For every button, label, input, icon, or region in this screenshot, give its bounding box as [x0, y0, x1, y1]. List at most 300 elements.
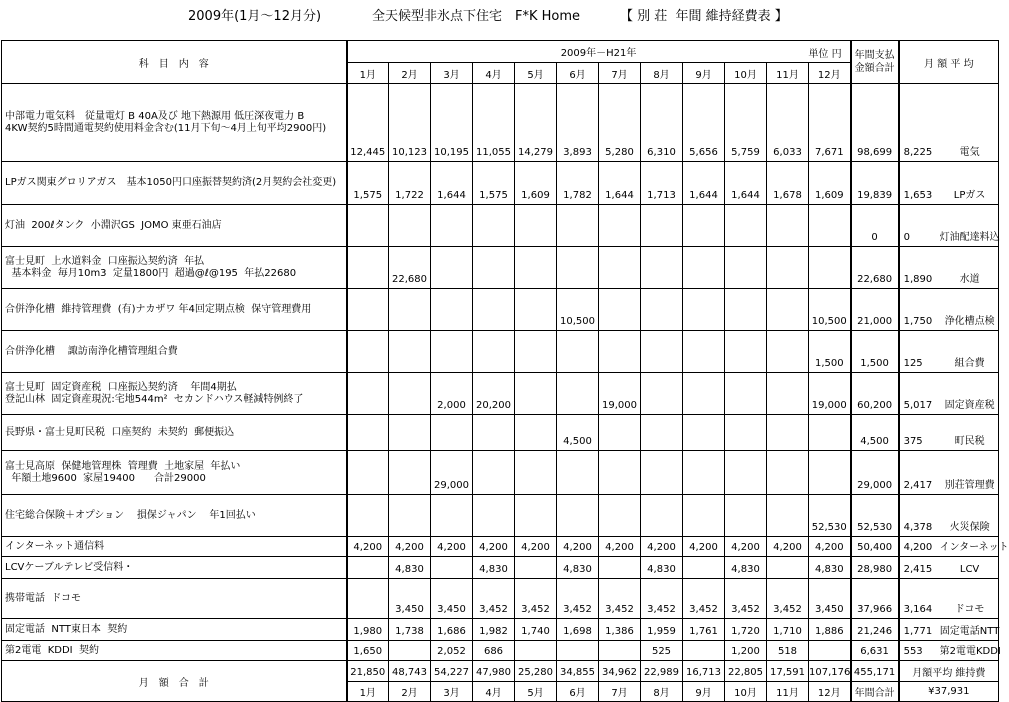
month-value: 1,959	[641, 619, 683, 641]
month-header: 9月	[683, 63, 725, 84]
month-value: 10,500	[809, 289, 851, 331]
month-value: 1,386	[599, 619, 641, 641]
month-value	[515, 289, 557, 331]
month-value	[767, 557, 809, 579]
average-maintenance-value: ¥37,931	[899, 682, 999, 702]
month-value: 1,575	[473, 162, 515, 205]
footer-month-label: 8月	[641, 682, 683, 702]
month-value: 10,500	[557, 289, 599, 331]
cost-item-label: 富士見高原 保健地管理株 管理費 土地家屋 年払い 年額土地9600 家屋19400 合計29000	[2, 451, 347, 495]
monthly-average-cell	[899, 557, 999, 579]
month-value: 1,678	[767, 162, 809, 205]
month-value	[347, 451, 389, 495]
monthly-average-cell	[899, 84, 999, 162]
month-value: 6,033	[767, 84, 809, 162]
cost-category: LCV	[959, 564, 980, 575]
cost-item-label: インターネット通信料	[2, 537, 347, 557]
monthly-average-value: 1,771	[903, 626, 933, 637]
month-header: 1月	[347, 63, 389, 84]
cost-category: 町民税	[954, 436, 985, 447]
month-value	[389, 641, 431, 661]
month-header: 2月	[389, 63, 431, 84]
month-value	[515, 495, 557, 537]
month-value	[347, 331, 389, 373]
month-value: 1,644	[599, 162, 641, 205]
month-value	[725, 415, 767, 451]
month-value	[599, 331, 641, 373]
month-value: 1,720	[725, 619, 767, 641]
month-value	[809, 415, 851, 451]
month-value: 4,830	[809, 557, 851, 579]
cost-category: 水道	[959, 274, 980, 285]
cost-item-label: 中部電力電気料 従量電灯 B 40A及び 地下熱源用 低圧深夜電力 B 4KW契約5時間通電契約使用料金含む(11月下旬～4月上旬平均2900円)	[2, 84, 347, 162]
monthly-average-cell	[899, 373, 999, 415]
month-value: 1,644	[431, 162, 473, 205]
cost-row	[2, 557, 999, 579]
month-header: 8月	[641, 63, 683, 84]
monthly-average-cell	[899, 415, 999, 451]
cost-row	[2, 205, 999, 247]
month-value: 1,200	[725, 641, 767, 661]
monthly-average-cell	[899, 247, 999, 289]
month-value	[557, 331, 599, 373]
month-value: 1,761	[683, 619, 725, 641]
month-value	[767, 415, 809, 451]
month-value: 3,450	[431, 579, 473, 619]
month-value	[347, 579, 389, 619]
annual-total: 60,200	[851, 373, 899, 415]
month-value	[599, 415, 641, 451]
month-value	[683, 247, 725, 289]
month-value	[599, 451, 641, 495]
title-house: 全天候型非氷点下住宅 F*K Home	[372, 9, 581, 24]
monthly-average-value: 2,415	[903, 564, 933, 575]
month-value: 525	[641, 641, 683, 661]
month-total: 48,743	[389, 661, 431, 682]
month-total: 22,805	[725, 661, 767, 682]
monthly-total-row	[2, 661, 999, 682]
cost-category: 浄化槽点検	[944, 316, 995, 327]
month-value	[473, 289, 515, 331]
month-value	[767, 373, 809, 415]
month-value: 10,195	[431, 84, 473, 162]
monthly-average-value: 2,417	[903, 480, 933, 491]
monthly-average-value: 553	[903, 646, 923, 657]
monthly-average-cell	[899, 619, 999, 641]
month-value	[683, 495, 725, 537]
month-total: 47,980	[473, 661, 515, 682]
month-header: 3月	[431, 63, 473, 84]
footer-month-label: 9月	[683, 682, 725, 702]
month-value	[683, 289, 725, 331]
month-value: 518	[767, 641, 809, 661]
month-value: 19,000	[809, 373, 851, 415]
month-value	[431, 289, 473, 331]
month-value: 4,200	[725, 537, 767, 557]
month-value	[389, 331, 431, 373]
month-value	[809, 641, 851, 661]
month-value	[515, 641, 557, 661]
month-value: 3,452	[557, 579, 599, 619]
annual-total: 50,400	[851, 537, 899, 557]
month-value	[473, 247, 515, 289]
month-value	[515, 451, 557, 495]
cost-row	[2, 579, 999, 619]
month-value: 2,052	[431, 641, 473, 661]
month-value: 4,200	[599, 537, 641, 557]
month-value	[515, 247, 557, 289]
month-value: 4,200	[641, 537, 683, 557]
month-value: 1,609	[809, 162, 851, 205]
monthly-average-value: 5,017	[903, 400, 933, 411]
month-value	[431, 415, 473, 451]
month-value: 22,680	[389, 247, 431, 289]
month-value	[683, 331, 725, 373]
month-value	[473, 331, 515, 373]
cost-category: 固定資産税	[944, 400, 995, 411]
annual-total: 1,500	[851, 331, 899, 373]
month-value	[683, 641, 725, 661]
month-value	[809, 451, 851, 495]
month-value: 3,450	[809, 579, 851, 619]
cost-item-label: 固定電話 NTT東日本 契約	[2, 619, 347, 641]
month-value	[683, 415, 725, 451]
month-value	[347, 289, 389, 331]
month-value: 4,830	[725, 557, 767, 579]
month-value	[767, 495, 809, 537]
month-value: 1,609	[515, 162, 557, 205]
month-value: 1,713	[641, 162, 683, 205]
monthly-average-value: 0	[903, 232, 910, 243]
month-value	[515, 373, 557, 415]
cost-category: 火災保険	[949, 522, 990, 533]
monthly-average-value: 1,750	[903, 316, 933, 327]
month-value	[683, 205, 725, 247]
footer-month-label: 11月	[767, 682, 809, 702]
month-value	[347, 373, 389, 415]
month-header: 5月	[515, 63, 557, 84]
cost-item-label: 富士見町 固定資産税 口座振込契約済 年間4期払 登記山林 固定資産現況:宅地544m² セカンドハウス軽減特例終了	[2, 373, 347, 415]
month-value	[641, 331, 683, 373]
monthly-total-label: 月 額 合 計	[2, 661, 347, 702]
month-total: 34,855	[557, 661, 599, 682]
month-header: 4月	[473, 63, 515, 84]
cost-category: 第2電電KDDI	[939, 646, 1001, 657]
month-value	[725, 205, 767, 247]
monthly-average-cell	[899, 451, 999, 495]
month-value	[641, 247, 683, 289]
month-total: 21,850	[347, 661, 389, 682]
cost-category: 電気	[959, 147, 980, 158]
month-value: 12,445	[347, 84, 389, 162]
month-value: 4,830	[557, 557, 599, 579]
footer-month-label: 4月	[473, 682, 515, 702]
month-value	[767, 247, 809, 289]
month-value: 4,200	[557, 537, 599, 557]
cost-category: 組合費	[954, 358, 985, 369]
monthly-average-value: 4,200	[903, 542, 933, 553]
annual-total: 98,699	[851, 84, 899, 162]
month-value: 5,656	[683, 84, 725, 162]
monthly-average-cell	[899, 537, 1009, 557]
month-value: 10,123	[389, 84, 431, 162]
cost-row	[2, 451, 999, 495]
cost-item-label: 富士見町 上水道料金 口座振込契約済 年払 基本料金 毎月10m3 定量1800円 超過@ℓ@195 年払22680	[2, 247, 347, 289]
cost-row	[2, 619, 999, 641]
cost-item-label: 住宅総合保険＋オプション 損保ジャパン 年1回払い	[2, 495, 347, 537]
annual-total: 52,530	[851, 495, 899, 537]
cost-item-label: 合併浄化槽 諏訪南浄化槽管理組合費	[2, 331, 347, 373]
month-value	[725, 331, 767, 373]
month-value	[515, 205, 557, 247]
monthly-average-cell	[899, 495, 999, 537]
month-value	[641, 451, 683, 495]
month-value: 1,644	[683, 162, 725, 205]
monthly-average-header: 月 額 平 均	[899, 41, 999, 84]
cost-category: LPガス	[953, 190, 986, 201]
month-value	[431, 331, 473, 373]
cost-category: ドコモ	[954, 604, 985, 615]
month-value: 3,452	[473, 579, 515, 619]
month-value: 19,000	[599, 373, 641, 415]
month-value: 3,452	[641, 579, 683, 619]
month-value	[389, 495, 431, 537]
month-value	[767, 205, 809, 247]
month-value	[641, 415, 683, 451]
cost-item-label: 携帯電話 ドコモ	[2, 579, 347, 619]
month-value: 1,982	[473, 619, 515, 641]
month-total: 22,989	[641, 661, 683, 682]
month-value	[809, 205, 851, 247]
month-value	[473, 451, 515, 495]
month-value	[431, 557, 473, 579]
month-total: 107,176	[809, 661, 851, 682]
month-value	[767, 331, 809, 373]
month-value: 4,200	[389, 537, 431, 557]
annual-total: 19,839	[851, 162, 899, 205]
unit-label: 単位 円	[808, 49, 842, 60]
footer-month-label: 5月	[515, 682, 557, 702]
month-value	[683, 557, 725, 579]
monthly-average-cell	[899, 579, 999, 619]
month-value: 1,644	[725, 162, 767, 205]
cost-category: 別荘管理費	[944, 480, 995, 491]
monthly-average-value: 375	[903, 436, 923, 447]
grand-total-label: 年間合計	[851, 682, 899, 702]
cost-item-label: 灯油 200ℓタンク 小淵沢GS JOMO 東亜石油店	[2, 205, 347, 247]
month-value	[725, 373, 767, 415]
annual-total: 0	[851, 205, 899, 247]
monthly-average-value: 3,164	[903, 604, 933, 615]
month-value	[431, 247, 473, 289]
month-value: 4,200	[767, 537, 809, 557]
grand-total: 455,171	[851, 661, 899, 682]
footer-month-label: 1月	[347, 682, 389, 702]
cost-item-label: LPガス関東グロリアガス 基本1050円口座振替契約済(2月契約会社変更)	[2, 162, 347, 205]
monthly-average-cell	[899, 641, 999, 661]
month-total: 16,713	[683, 661, 725, 682]
month-value	[473, 205, 515, 247]
average-maintenance-label: 月額平均 維持費	[899, 661, 999, 682]
cost-item-label: LCVケーブルテレビ受信料・	[2, 557, 347, 579]
month-total: 34,962	[599, 661, 641, 682]
cost-row	[2, 641, 999, 661]
month-value: 4,830	[389, 557, 431, 579]
month-value	[725, 289, 767, 331]
month-header: 10月	[725, 63, 767, 84]
cost-row	[2, 537, 999, 557]
cost-item-label: 長野県・富士見町民税 口座契約 未契約 郵便振込	[2, 415, 347, 451]
cost-row	[2, 84, 999, 162]
month-value: 1,698	[557, 619, 599, 641]
maintenance-cost-table	[1, 40, 1009, 702]
month-value	[557, 641, 599, 661]
month-value: 3,893	[557, 84, 599, 162]
cost-item-label: 合併浄化槽 維持管理費 (有)ナカザワ 年4回定期点検 保守管理費用	[2, 289, 347, 331]
month-value	[641, 289, 683, 331]
title-sheet: 【 別 荘 年間 維持経費表 】	[620, 9, 788, 24]
cost-row	[2, 373, 999, 415]
cost-row	[2, 331, 999, 373]
title-period: 2009年(1月～12月分)	[188, 9, 322, 24]
month-value	[389, 289, 431, 331]
month-value	[599, 641, 641, 661]
month-value: 1,686	[431, 619, 473, 641]
month-value	[725, 495, 767, 537]
month-value: 1,740	[515, 619, 557, 641]
month-value	[431, 495, 473, 537]
month-value	[683, 373, 725, 415]
month-value	[389, 415, 431, 451]
month-value	[389, 451, 431, 495]
month-value: 6,310	[641, 84, 683, 162]
month-value: 1,710	[767, 619, 809, 641]
monthly-average-value: 1,890	[903, 274, 933, 285]
monthly-average-cell	[899, 289, 999, 331]
cost-row	[2, 415, 999, 451]
month-value: 7,671	[809, 84, 851, 162]
month-value	[389, 373, 431, 415]
month-value: 1,722	[389, 162, 431, 205]
month-header: 6月	[557, 63, 599, 84]
month-value	[347, 557, 389, 579]
month-value	[557, 205, 599, 247]
month-value: 4,500	[557, 415, 599, 451]
month-value	[599, 205, 641, 247]
monthly-average-value: 1,653	[903, 190, 933, 201]
month-value: 11,055	[473, 84, 515, 162]
cost-category: インターネット	[939, 542, 1009, 553]
annual-total-header: 年間支払金額合計	[851, 41, 899, 84]
month-value: 4,200	[809, 537, 851, 557]
month-value	[767, 289, 809, 331]
month-value	[347, 247, 389, 289]
month-header: 11月	[767, 63, 809, 84]
month-value	[515, 331, 557, 373]
month-value: 1,575	[347, 162, 389, 205]
annual-total: 21,000	[851, 289, 899, 331]
month-value	[599, 289, 641, 331]
month-value	[473, 495, 515, 537]
month-value: 2,000	[431, 373, 473, 415]
annual-total: 22,680	[851, 247, 899, 289]
month-value: 20,200	[473, 373, 515, 415]
month-value: 1,782	[557, 162, 599, 205]
month-value	[431, 205, 473, 247]
month-value: 1,500	[809, 331, 851, 373]
cost-category: 固定電話NTT	[939, 626, 1000, 637]
cost-row	[2, 162, 999, 205]
month-value	[809, 247, 851, 289]
year-header	[347, 41, 851, 63]
month-value	[347, 415, 389, 451]
month-value: 52,530	[809, 495, 851, 537]
month-value: 4,200	[347, 537, 389, 557]
month-value: 1,886	[809, 619, 851, 641]
monthly-average-value: 125	[903, 358, 923, 369]
monthly-average-value: 8,225	[903, 147, 933, 158]
month-value: 4,830	[473, 557, 515, 579]
month-value: 1,738	[389, 619, 431, 641]
cost-row	[2, 289, 999, 331]
month-value: 14,279	[515, 84, 557, 162]
month-value	[767, 451, 809, 495]
month-value: 5,759	[725, 84, 767, 162]
month-value	[641, 373, 683, 415]
month-value	[641, 495, 683, 537]
month-value	[557, 373, 599, 415]
annual-total: 29,000	[851, 451, 899, 495]
cost-category: 灯油配達料込	[939, 232, 1000, 243]
month-value	[515, 415, 557, 451]
month-value: 3,452	[767, 579, 809, 619]
month-value	[641, 205, 683, 247]
month-value: 1,980	[347, 619, 389, 641]
month-value	[557, 247, 599, 289]
month-total: 25,280	[515, 661, 557, 682]
month-value: 1,650	[347, 641, 389, 661]
month-value: 4,200	[515, 537, 557, 557]
month-value: 4,200	[431, 537, 473, 557]
month-value: 29,000	[431, 451, 473, 495]
annual-total: 37,966	[851, 579, 899, 619]
month-value	[725, 451, 767, 495]
cost-row	[2, 495, 999, 537]
footer-month-label: 12月	[809, 682, 851, 702]
month-total: 54,227	[431, 661, 473, 682]
month-value: 3,452	[683, 579, 725, 619]
cost-item-label: 第2電電 KDDI 契約	[2, 641, 347, 661]
month-value	[557, 451, 599, 495]
footer-month-label: 10月	[725, 682, 767, 702]
month-total: 17,591	[767, 661, 809, 682]
month-value	[599, 247, 641, 289]
month-value	[557, 495, 599, 537]
item-column-header: 科 目 内 容	[2, 41, 347, 84]
month-value	[599, 495, 641, 537]
footer-month-label: 3月	[431, 682, 473, 702]
month-value	[347, 495, 389, 537]
annual-total: 4,500	[851, 415, 899, 451]
month-value: 5,280	[599, 84, 641, 162]
footer-month-label: 6月	[557, 682, 599, 702]
month-value: 3,452	[515, 579, 557, 619]
month-value	[347, 205, 389, 247]
monthly-average-cell	[899, 162, 999, 205]
month-value	[473, 415, 515, 451]
footer-month-label: 2月	[389, 682, 431, 702]
month-header: 7月	[599, 63, 641, 84]
